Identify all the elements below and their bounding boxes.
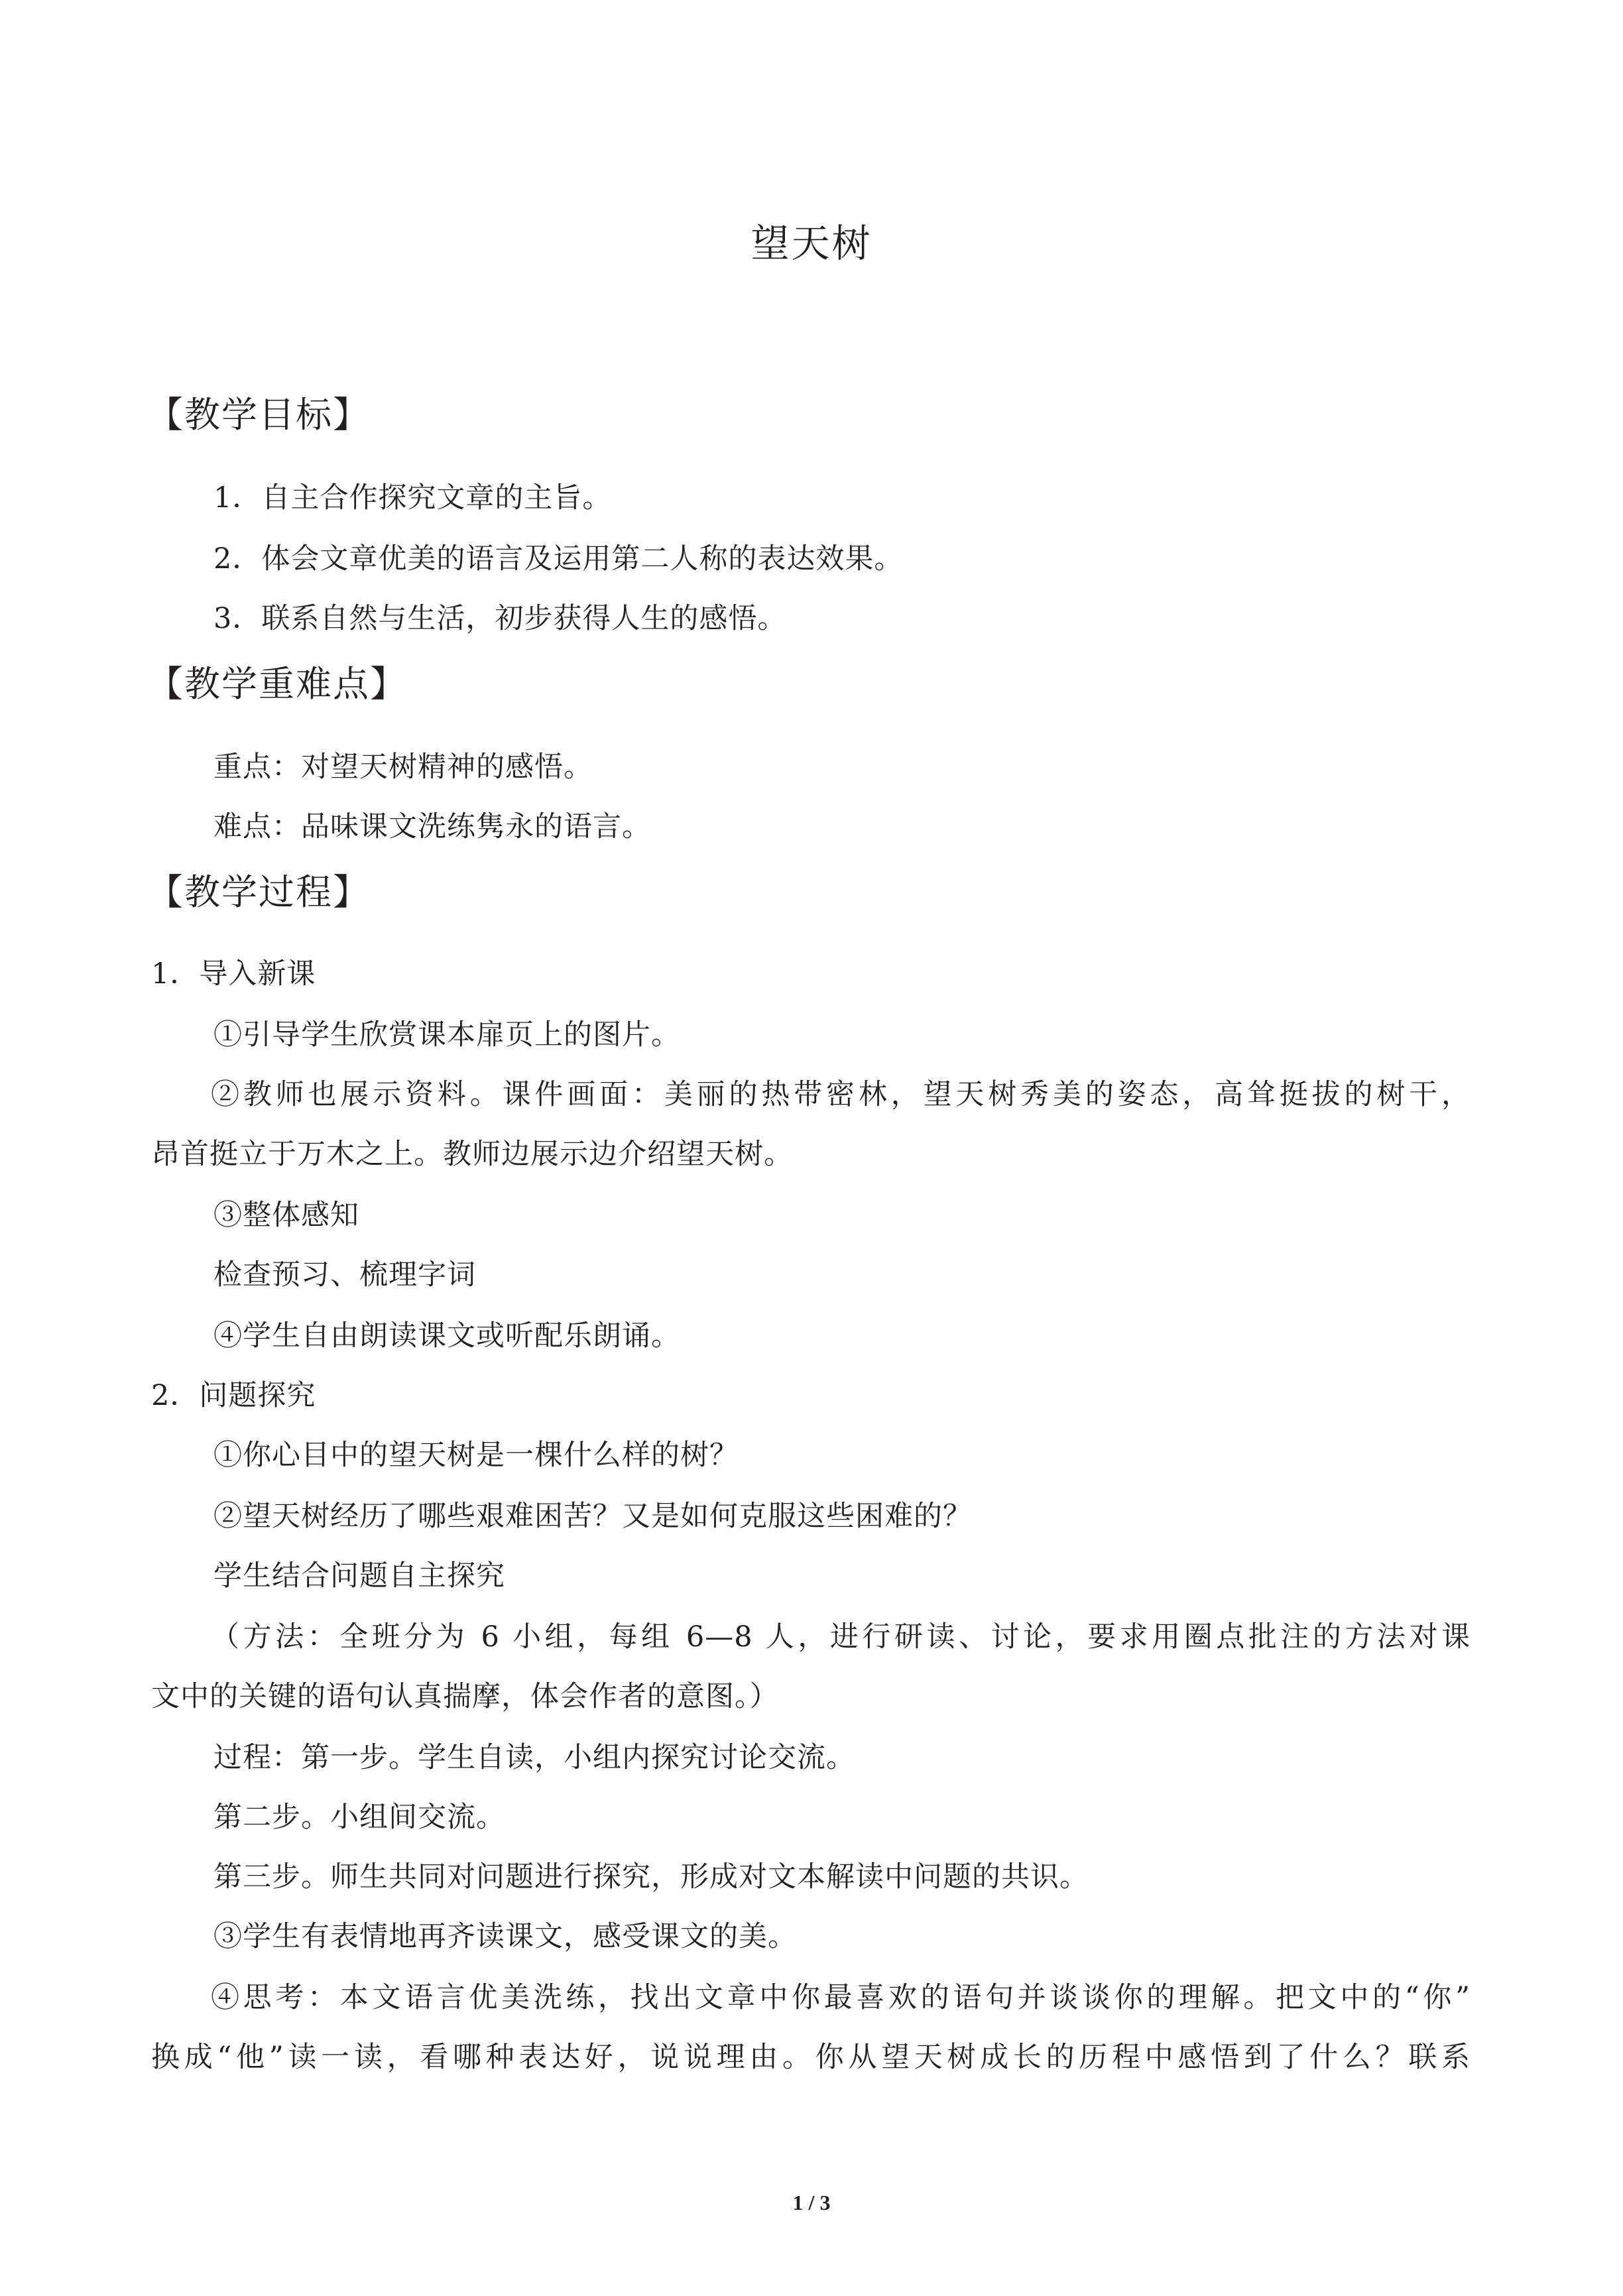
process-line: ②望天树经历了哪些艰难困苦？又是如何克服这些困难的？ <box>213 1500 972 1533</box>
process-line: 过程：第一步。学生自读，小组内探究讨论交流。 <box>213 1741 855 1774</box>
process-line: 换成“他”读一读，看哪种表达好，说说理由。你从望天树成长的历程中感悟到了什么？联系 <box>151 2041 1471 2074</box>
process-line: ③整体感知 <box>213 1199 359 1232</box>
process-line: 文中的关键的语句认真揣摩，体会作者的意图。） <box>151 1680 779 1713</box>
objective-item: 1．自主合作探究文章的主旨。 <box>213 481 612 514</box>
process-step-title: 2．问题探究 <box>151 1379 316 1412</box>
process-line: ③学生有表情地再齐读课文，感受课文的美。 <box>213 1920 797 1953</box>
document-title: 望天树 <box>751 221 872 266</box>
process-line: 第二步。小组间交流。 <box>213 1801 505 1834</box>
key-point-item: 重点：对望天树精神的感悟。 <box>213 751 593 784</box>
process-line: （方法：全班分为 6 小组，每组 6—8 人，进行研读、讨论，要求用圈点批注的方法对课 <box>211 1620 1471 1654</box>
process-line: 检查预习、梳理字词 <box>213 1258 476 1292</box>
section-heading-process: 【教学过程】 <box>147 871 370 913</box>
process-line: ④学生自由朗读课文或听配乐朗诵。 <box>213 1319 680 1353</box>
process-line: ②教师也展示资料。课件画面：美丽的热带密林，望天树秀美的姿态，高耸挺拔的树干， <box>211 1078 1471 1111</box>
process-line: 第三步。师生共同对问题进行探究，形成对文本解读中问题的共识。 <box>213 1860 1089 1894</box>
page-number: 1 / 3 <box>792 2191 831 2214</box>
process-step-title: 1．导入新课 <box>151 957 316 991</box>
process-line: 昂首挺立于万木之上。教师边展示边介绍望天树。 <box>151 1138 793 1171</box>
process-line: 学生结合问题自主探究 <box>213 1559 505 1593</box>
objective-item: 2．体会文章优美的语言及运用第二人称的表达效果。 <box>213 542 904 575</box>
objective-item: 3．联系自然与生活，初步获得人生的感悟。 <box>213 602 787 635</box>
section-heading-key-points: 【教学重难点】 <box>147 663 407 705</box>
process-line: ①引导学生欣赏课本扉页上的图片。 <box>213 1018 680 1052</box>
process-line: ①你心目中的望天树是一棵什么样的树？ <box>213 1439 739 1472</box>
process-line: ④思考：本文语言优美洗练，找出文章中你最喜欢的语句并谈谈你的理解。把文中的“你” <box>211 1981 1471 2014</box>
section-heading-objectives: 【教学目标】 <box>147 394 370 436</box>
key-point-item: 难点：品味课文洗练隽永的语言。 <box>213 810 651 843</box>
